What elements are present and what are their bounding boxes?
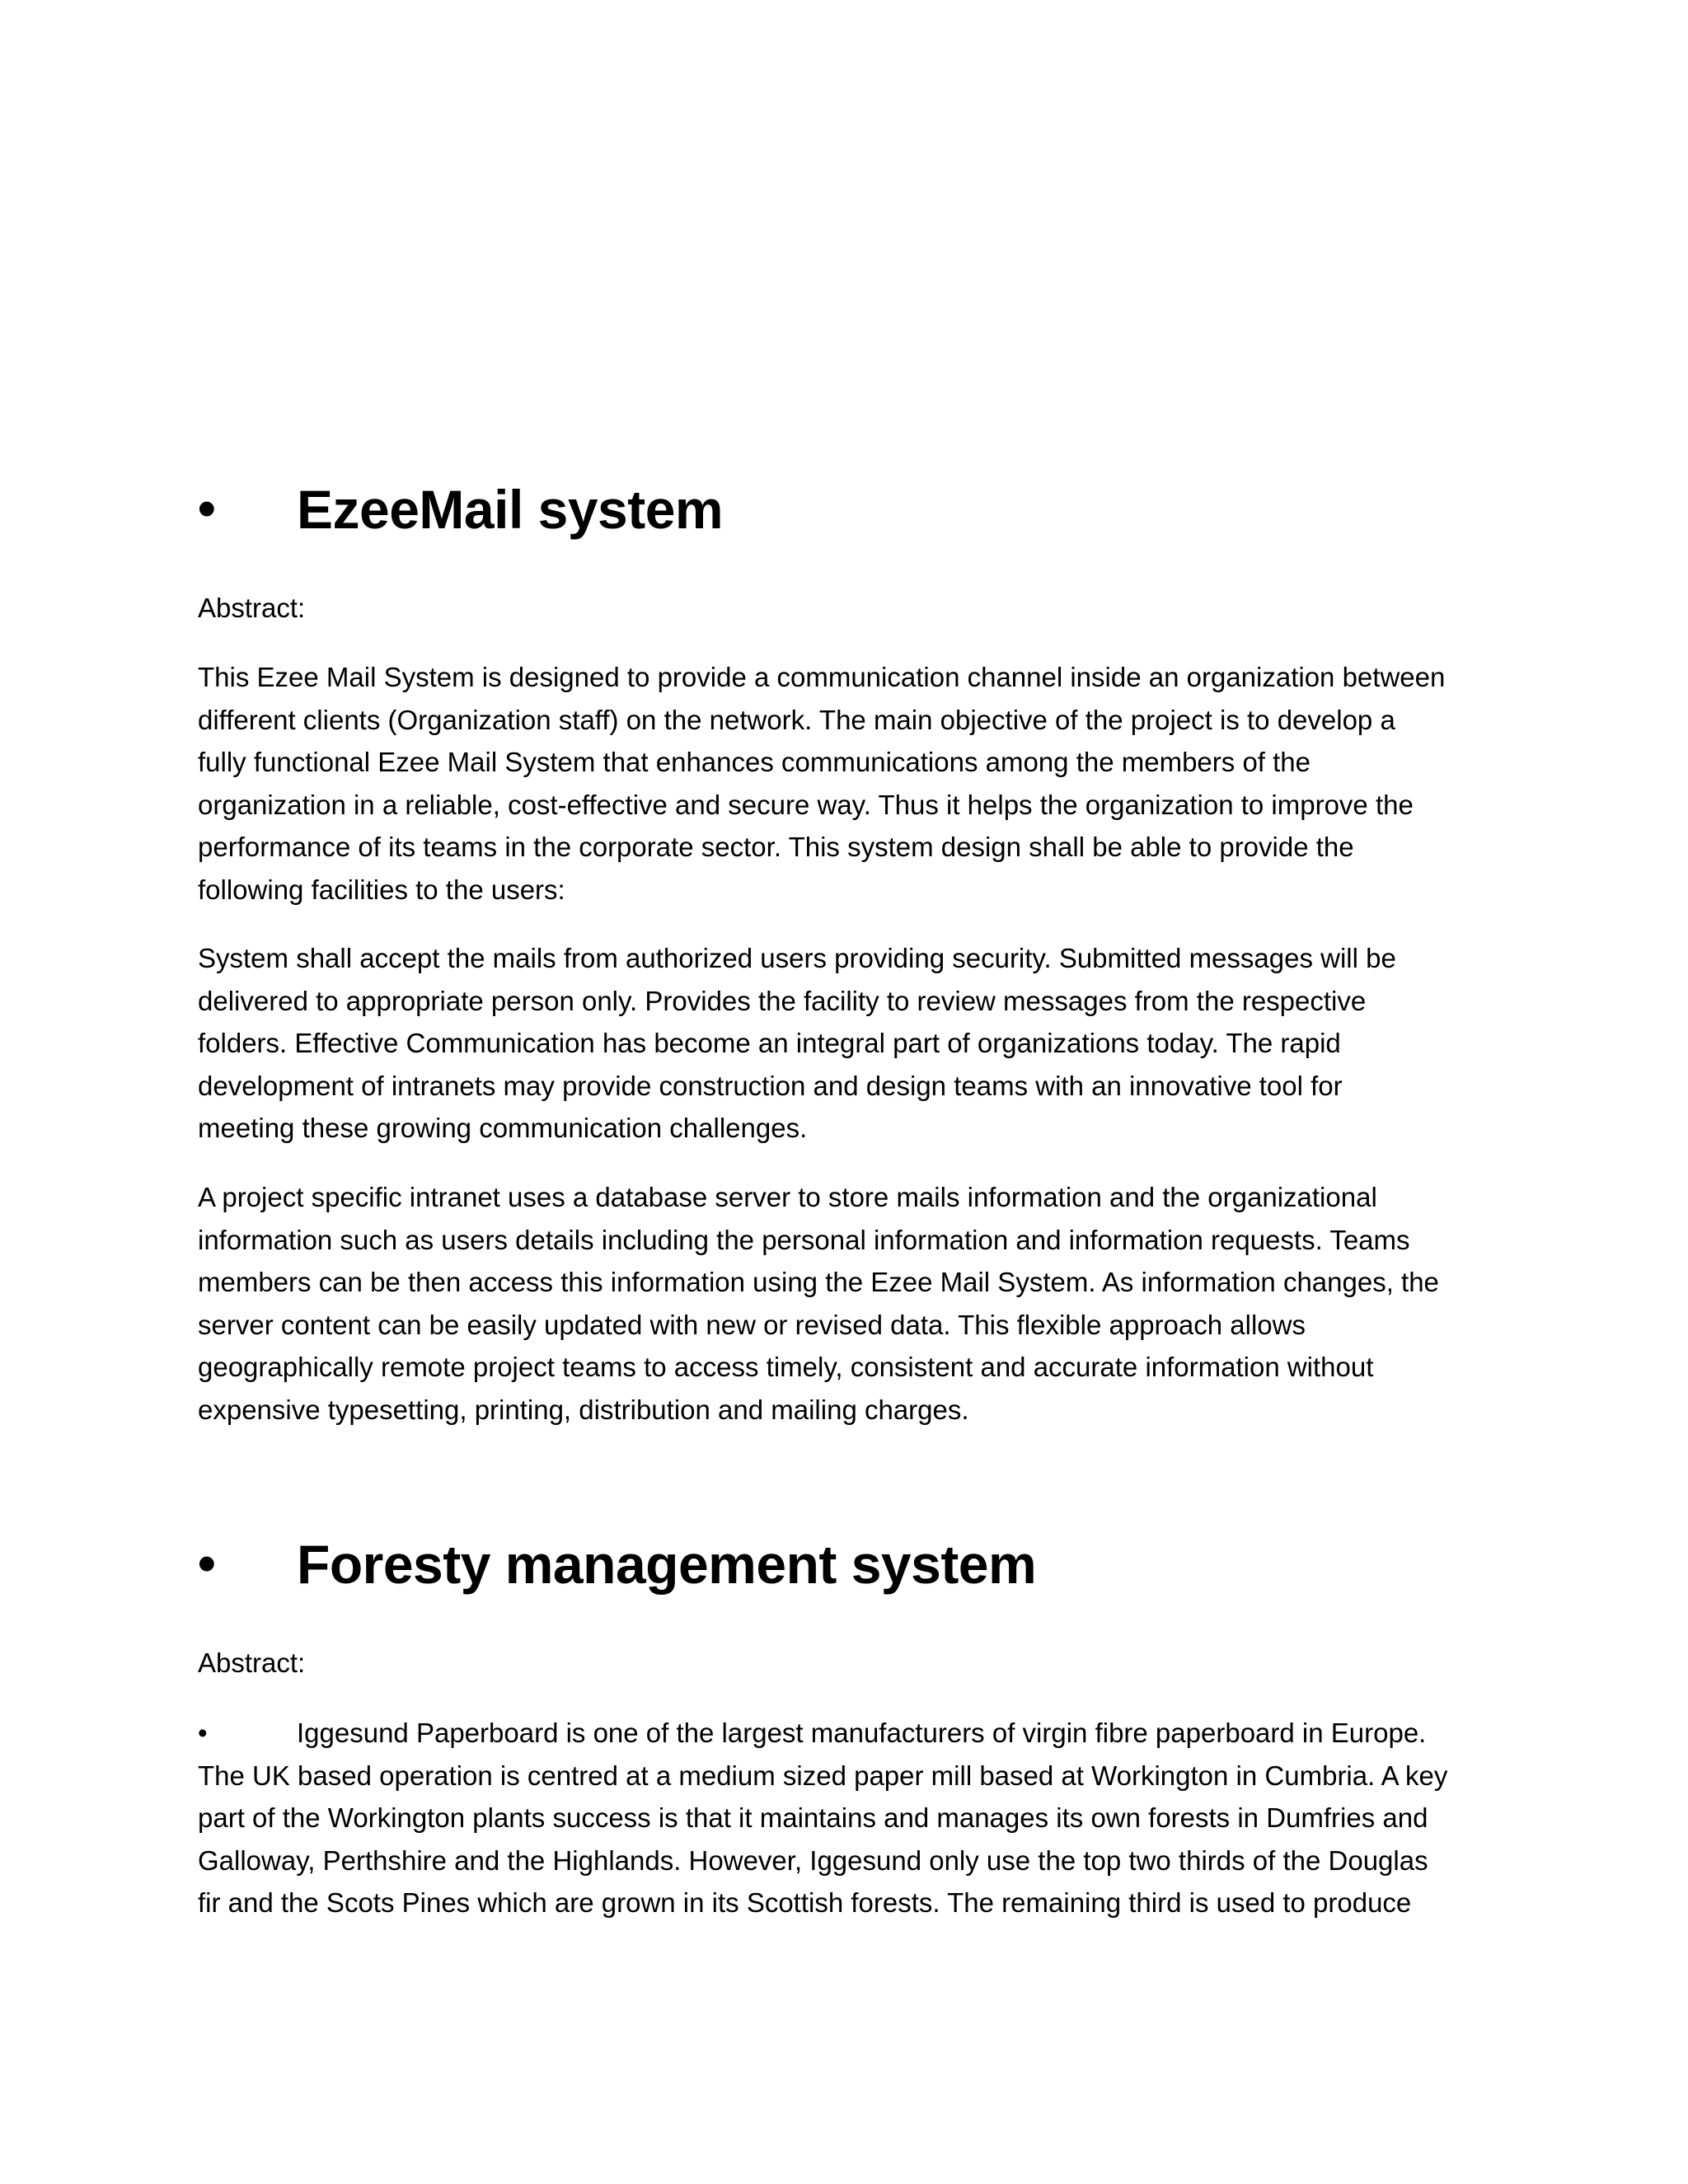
abstract-paragraph xyxy=(198,1712,1484,1924)
paragraph-line: delivered to appropriate person only. Provides the facility to review messages from the respective xyxy=(198,985,1367,1016)
paragraph-line: information such as users details including the personal information and information requests. Teams xyxy=(198,1224,1410,1255)
paragraph-line: part of the Workington plants success is that it maintains and manages its own forests in Dumfries and xyxy=(198,1802,1428,1833)
heading-bullet: • xyxy=(198,480,216,537)
paragraph-line: fully functional Ezee Mail System that enhances communications among the members of the xyxy=(198,747,1311,777)
paragraph-line: organization in a reliable, cost-effective and secure way. Thus it helps the organization to improve the xyxy=(198,789,1414,820)
paragraph-line: folders. Effective Communication has become an integral part of organizations today. The rapid xyxy=(198,1028,1341,1058)
paragraph-line: expensive typesetting, printing, distribution and mailing charges. xyxy=(198,1394,969,1425)
paragraph-line xyxy=(198,1712,1484,1755)
paragraph-line: meeting these growing communication challenges. xyxy=(198,1113,808,1143)
section-title: Foresty management system xyxy=(297,1534,1037,1595)
section-title: EzeeMail system xyxy=(297,479,724,540)
paragraph-line: A project specific intranet uses a database server to store mails information and the organizational xyxy=(198,1182,1377,1212)
abstract-paragraph xyxy=(198,1176,1484,1431)
abstract-label: Abstract: xyxy=(198,593,306,623)
paragraph-line: server content can be easily updated with new or revised data. This flexible approach allows xyxy=(198,1309,1306,1340)
paragraph-line: This Ezee Mail System is designed to provide a communication channel inside an organization between xyxy=(198,662,1446,692)
paragraph-line: members can be then access this information using the Ezee Mail System. As information changes, the xyxy=(198,1267,1439,1297)
paragraph-line: geographically remote project teams to access timely, consistent and accurate information without xyxy=(198,1352,1374,1382)
section-heading-ezeemail xyxy=(198,476,1500,542)
paragraph-line: fir and the Scots Pines which are grown in its Scottish forests. The remaining third is used to produce xyxy=(198,1887,1412,1918)
section-heading-forestry xyxy=(198,1531,1500,1597)
abstract-label: Abstract: xyxy=(198,1647,306,1678)
list-bullet: • xyxy=(198,1718,208,1748)
paragraph-line: different clients (Organization staff) on the network. The main objective of the project is to develop a xyxy=(198,704,1395,735)
paragraph-line: development of intranets may provide construction and design teams with an innovative tool for xyxy=(198,1070,1343,1101)
abstract-paragraph xyxy=(198,656,1484,911)
paragraph-line-text: Iggesund Paperboard is one of the largest manufacturers of virgin fibre paperboard in Europe. xyxy=(297,1718,1427,1748)
paragraph-line: following facilities to the users: xyxy=(198,874,565,905)
paragraph-line: Galloway, Perthshire and the Highlands. However, Iggesund only use the top two thirds of the Douglas xyxy=(198,1844,1428,1876)
paragraph-line: System shall accept the mails from authorized users providing security. Submitted messages will be xyxy=(198,943,1396,973)
heading-bullet: • xyxy=(198,1535,216,1592)
abstract-paragraph xyxy=(198,937,1484,1150)
paragraph-line: performance of its teams in the corporate sector. This system design shall be able to provide the xyxy=(198,832,1354,862)
paragraph-line: The UK based operation is centred at a medium sized paper mill based at Workington in Cumbria. A key xyxy=(198,1760,1448,1791)
